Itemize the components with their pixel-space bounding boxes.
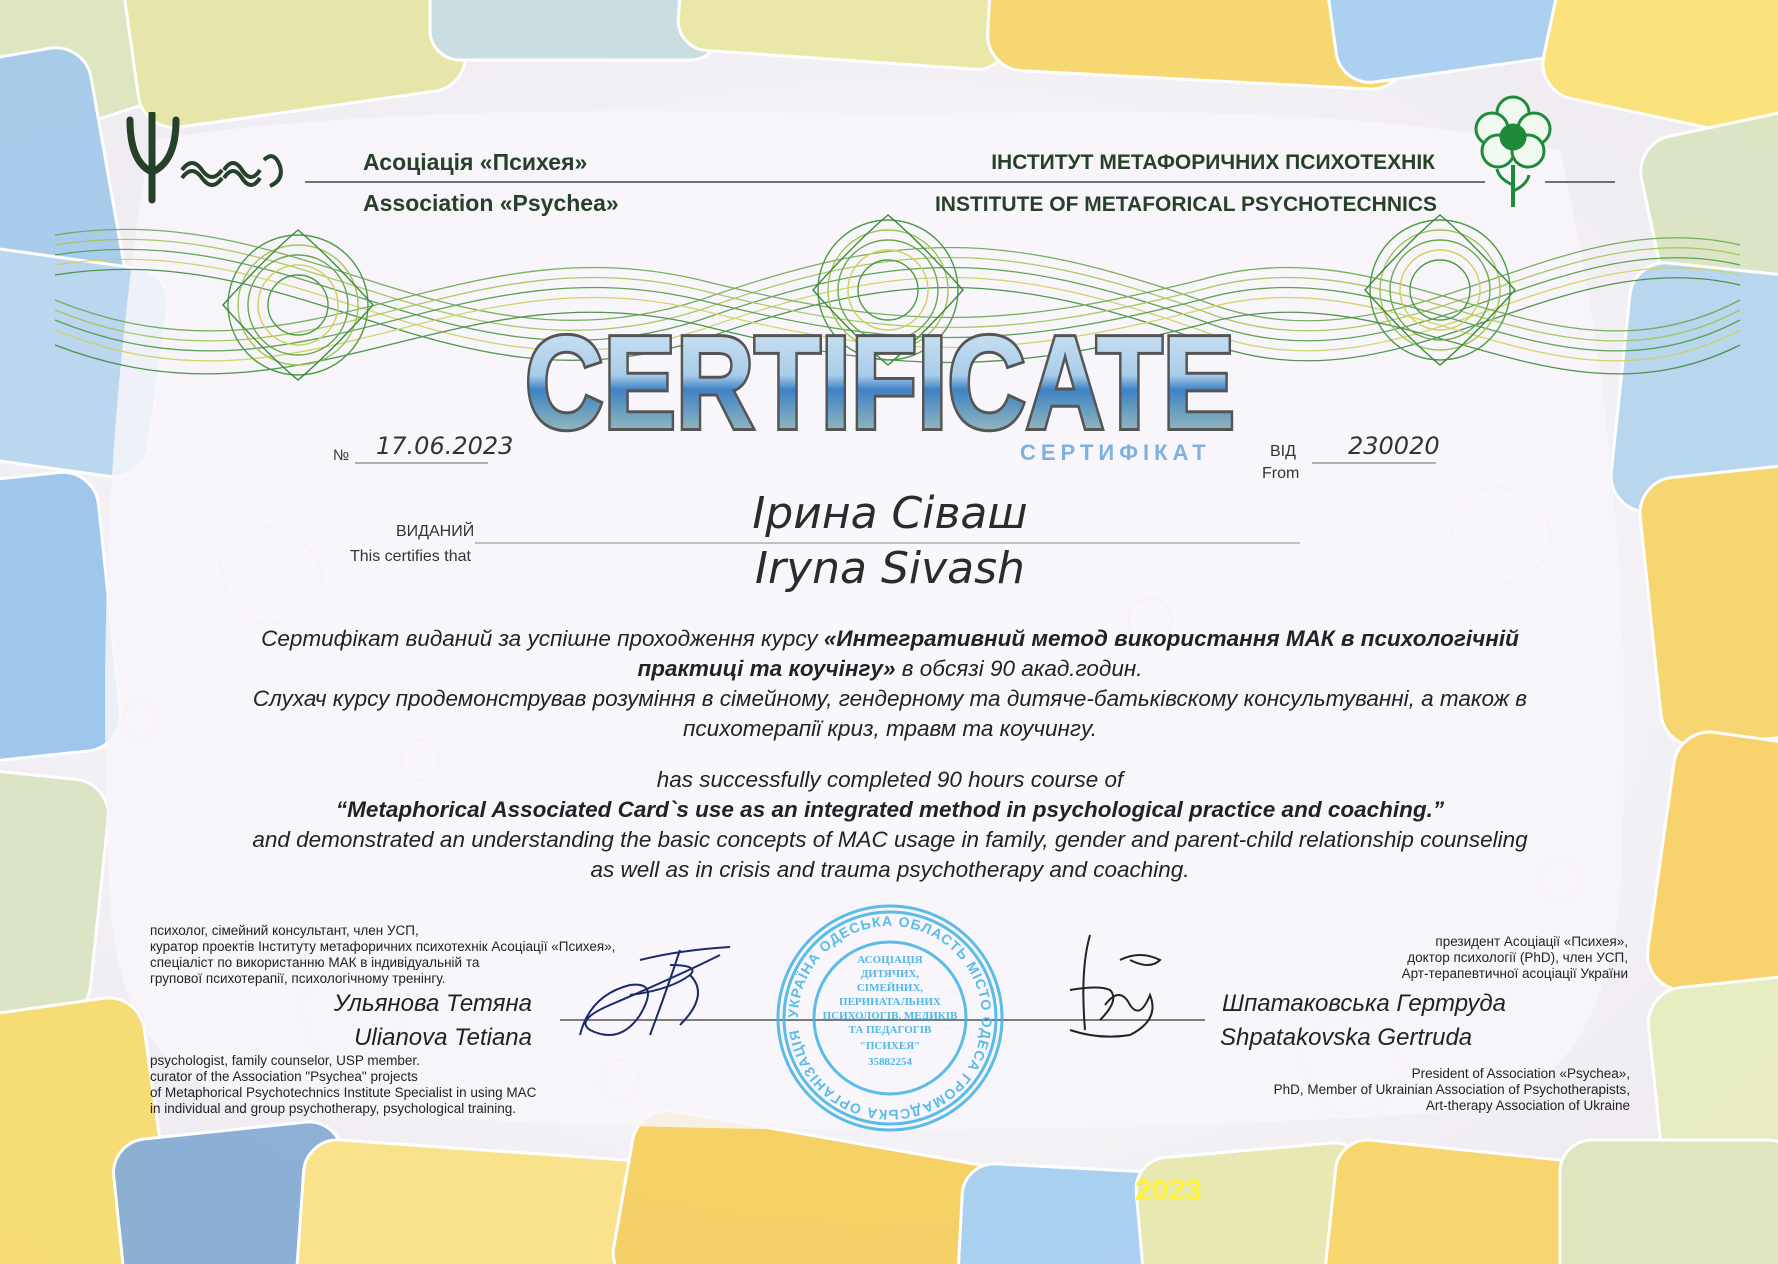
certificate-title (520, 310, 1240, 440)
stamp-center-line: СІМЕЙНИХ, (856, 982, 924, 994)
signer-left-desc-ua-line: психолог, сімейний консультант, член УСП, (150, 923, 419, 938)
psychea-logo (120, 112, 295, 207)
signer-right-desc-ua-line: доктор психології (PhD), член УСП, (1407, 950, 1628, 965)
institute-name-en: INSTITUTE OF METAFORICAL PSYCHOTECHNICS (934, 193, 1437, 216)
stamp-center-line: ПСИХОЛОГІВ, МЕДИКІВ (822, 1010, 958, 1022)
signer-right-desc-ua-line: президент Асоціації «Психея», (1435, 934, 1628, 949)
from-label-ua: ВІД (1270, 443, 1296, 460)
from-label-en: From (1262, 465, 1300, 482)
org-name-en: Association «Psychea» (363, 190, 619, 216)
org-name-ua: Асоціація «Психея» (363, 149, 588, 175)
signer-left-desc-ua-line: спеціаліст по використанню МАК в індивідуальній та (150, 955, 480, 970)
year-label: 2023 (1135, 1174, 1202, 1207)
signer-right-name-en: Shpatakovska Gertruda (1220, 1024, 1473, 1051)
stamp-center-line: "ПСИХЕЯ" (859, 1040, 921, 1052)
body-ua-line4: психотерапії криз, травм та коучингу. (683, 716, 1097, 741)
signer-left-desc-en-line: in individual and group psychotherapy, psychological training. (150, 1101, 516, 1116)
signer-right-desc-en (1274, 1066, 1630, 1114)
recipient-label-en: This certifies that (350, 548, 471, 565)
signer-left-name-en: Ulianova Tetiana (354, 1024, 532, 1051)
from-value: 230020 (1348, 432, 1440, 460)
signer-left-desc-ua-line: групової психотерапії, психологічному тренінгу. (150, 971, 446, 986)
stamp-center-line: 35882254 (868, 1056, 912, 1068)
stamp-center-line: АСОЦІАЦІЯ (857, 954, 923, 966)
body-ua-course-title-part1: «Интегративний метод використання МАК в психологічній (823, 626, 1519, 651)
recipient-name-ua: Ірина Сіваш (752, 488, 1028, 539)
number-label: № (333, 447, 350, 464)
recipient-name-en: Iryna Sivash (755, 543, 1025, 594)
signer-left-desc-en (150, 1053, 536, 1117)
signer-left-name-ua: Ульянова Тетяна (333, 990, 532, 1017)
signer-left-desc-ua-line: куратор проектів Інституту метафоричних психотехнік Асоціації «Психея», (150, 939, 616, 954)
signer-right-desc-en-line: President of Association «Psychea», (1411, 1066, 1630, 1081)
signer-left-desc-ua (150, 923, 615, 987)
stamp-ring-text: УКРАЇНА ОДЕСЬКА ОБЛАСТЬ МІСТО ОДЕСА ГРОМАДСЬКА ОРГАНІЗАЦІЯ (784, 912, 996, 1124)
signer-right-desc-ua-line: Арт-терапевтичної асоціації України (1401, 966, 1628, 981)
signer-right-name-ua: Шпатаковська Гертруда (1222, 990, 1506, 1017)
body-ua-course-title-part2: практиці та коучінгу» (637, 656, 896, 681)
certificate-title-text: CERTIFICATE (525, 310, 1235, 440)
signer-right-desc-en-line: Art-therapy Association of Ukraine (1425, 1098, 1630, 1113)
body-en-line4: as well as in crisis and trauma psychotherapy and coaching. (590, 857, 1190, 882)
stamp-center-line: ПЕРИНАТАЛЬНИХ (839, 996, 941, 1008)
body-ua-line2-plain: в обсязі 90 акад.годин. (895, 656, 1143, 681)
body-ua-line1-plain: Сертифікат виданий за успішне проходження курсу (261, 626, 824, 651)
signature-right (1050, 930, 1180, 1045)
body-ua-line1 (90, 624, 1690, 654)
signature-left (570, 935, 790, 1050)
signer-left-desc-en-line: of Metaphorical Psychotechnics Institute Specialist in using MAC (150, 1085, 537, 1100)
official-stamp (765, 893, 1015, 1143)
signer-right-desc-en-line: PhD, Member of Ukrainian Association of Psychotherapists, (1273, 1082, 1630, 1097)
signer-right-desc-ua (1402, 934, 1628, 982)
body-en-line3: and demonstrated an understanding the basic concepts of MAC usage in family, gender and parent-child relationship counseling (252, 827, 1528, 852)
institute-flower-logo (1470, 95, 1556, 210)
certificate-subtitle: СЕРТИФІКАТ (1020, 440, 1211, 465)
number-value: 17.06.2023 (376, 432, 514, 460)
body-ua-line2 (90, 654, 1690, 684)
body-en-course-title: “Metaphorical Associated Card`s use as an integrated method in psychological practice and coaching.” (335, 797, 1445, 822)
body-en-line1: has successfully completed 90 hours course of (656, 767, 1124, 792)
recipient-label-ua: ВИДАНИЙ (396, 523, 475, 540)
institute-name-ua: ІНСТИТУТ МЕТАФОРИЧНИХ ПСИХОТЕХНІК (991, 151, 1435, 174)
stamp-center-line: ТА ПЕДАГОГІВ (848, 1024, 932, 1036)
body-ua-line3: Слухач курсу продемонстрував розуміння в сімейному, гендерному та дитяче-батьківскому консультуванні, а також в (252, 686, 1528, 711)
stamp-center-line: ДИТЯЧИХ, (860, 968, 920, 980)
signer-left-desc-en-line: curator of the Association "Psychea" projects (150, 1069, 418, 1084)
signer-left-desc-en-line: psychologist, family counselor, USP member. (150, 1053, 420, 1068)
